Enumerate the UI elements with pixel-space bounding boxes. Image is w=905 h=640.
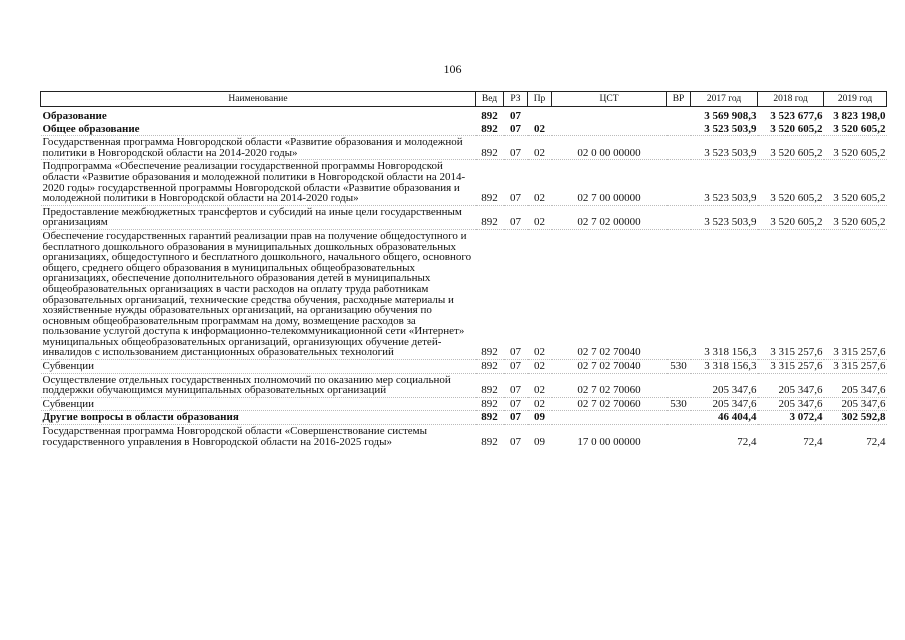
row-name: Субвенции	[41, 360, 476, 374]
header-2017: 2017 год	[691, 92, 758, 107]
row-2018: 3 520 605,2	[758, 160, 824, 205]
row-vr	[667, 373, 691, 397]
row-pr: 09	[528, 425, 552, 449]
row-2017: 3 523 503,9	[704, 122, 757, 135]
table-row	[41, 160, 887, 205]
row-rz: 07	[504, 411, 528, 425]
row-pr: 02	[528, 136, 552, 160]
row-2018: 3 520 605,2	[770, 122, 823, 135]
row-name: Субвенции	[41, 397, 476, 411]
row-cst: 02 7 00 00000	[552, 160, 667, 205]
row-pr: 02	[528, 205, 552, 229]
header-pr: Пр	[528, 92, 552, 107]
row-2017: 3 523 503,9	[691, 160, 758, 205]
row-cst: 02 7 02 70040	[552, 229, 667, 359]
row-2019: 3 520 605,2	[824, 136, 887, 160]
row-cst: 02 7 02 70060	[552, 373, 667, 397]
row-vr	[667, 136, 691, 160]
header-2018: 2018 год	[758, 92, 824, 107]
header-cst: ЦСТ	[552, 92, 667, 107]
row-ved: 892	[476, 205, 504, 229]
row-2018: 205 347,6	[758, 373, 824, 397]
row-cst	[552, 107, 667, 123]
row-vr	[667, 123, 691, 136]
row-2019: 3 823 198,0	[833, 110, 886, 122]
row-2017: 205 347,6	[691, 373, 758, 397]
row-2017: 3 569 908,3	[704, 110, 757, 122]
row-pr: 09	[528, 411, 552, 425]
row-ved: 892	[476, 373, 504, 397]
table-row	[41, 123, 887, 136]
row-name: Общее образование	[42, 122, 140, 135]
row-2019: 205 347,6	[824, 397, 887, 411]
row-cst: 02 0 00 00000	[552, 136, 667, 160]
row-rz: 07	[504, 425, 528, 449]
row-ved: 892	[476, 136, 504, 160]
row-name: Обеспечение государственных гарантий реализации прав на получение общедоступного и бесплатного дошкольного образования в муниципальных дошкольных образовательных организациях, общедоступного и бесплатного дошкольного, начального общего, основного общего, среднего общего образования в муниципальных общеобразовательных организациях, обеспечение дополнительного образования детей в муниципальных общеобразовательных организациях в части расходов на оплату труда работникам образовательных организаций, технические средства обучения, расходные материалы и хозяйственные нужды образовательных организаций, на организацию обучения по основным общеобразовательным программам на дому, возмещение расходов за пользование услугой доступа к информационно-телекоммуникационной сети «Интернет» муниципальных общеобразовательных организаций, организующих обучение детей-инвалидов с использованием дистанционных образовательных технологий	[41, 229, 476, 359]
row-2017: 3 523 503,9	[691, 136, 758, 160]
row-2019: 3 315 257,6	[824, 229, 887, 359]
row-rz: 07	[510, 122, 521, 135]
row-2018: 72,4	[758, 425, 824, 449]
row-name: Предоставление межбюджетных трансфертов и субсидий на иные цели государственным организациям	[41, 205, 476, 229]
row-ved: 892	[476, 425, 504, 449]
row-cst: 02 7 02 70060	[552, 397, 667, 411]
row-vr: 530	[667, 360, 691, 374]
row-rz: 07	[504, 373, 528, 397]
row-pr	[528, 107, 552, 123]
row-2017: 3 523 503,9	[691, 205, 758, 229]
page-number: 106	[443, 62, 462, 76]
row-2017: 3 318 156,3	[691, 360, 758, 374]
row-pr: 02	[528, 229, 552, 359]
row-pr: 02	[528, 397, 552, 411]
row-cst: 02 7 02 00000	[552, 205, 667, 229]
row-2018: 3 520 605,2	[758, 136, 824, 160]
header-name: Наименование	[41, 92, 476, 107]
row-vr	[667, 160, 691, 205]
header-2019: 2019 год	[824, 92, 887, 107]
table-row	[41, 229, 887, 359]
row-pr: 02	[534, 122, 545, 135]
row-ved: 892	[476, 411, 504, 425]
row-2018: 3 315 257,6	[758, 229, 824, 359]
budget-table	[40, 91, 887, 448]
row-ved: 892	[476, 160, 504, 205]
table-row	[41, 107, 887, 123]
row-2018: 3 315 257,6	[758, 360, 824, 374]
row-pr: 02	[528, 373, 552, 397]
row-rz: 07	[504, 360, 528, 374]
row-2018: 3 520 605,2	[758, 205, 824, 229]
header-rz: РЗ	[504, 92, 528, 107]
row-vr	[667, 229, 691, 359]
row-2017: 205 347,6	[691, 397, 758, 411]
table-row	[41, 397, 887, 411]
row-pr: 02	[528, 360, 552, 374]
row-2019: 3 315 257,6	[824, 360, 887, 374]
row-vr: 530	[667, 397, 691, 411]
table-row	[41, 411, 887, 425]
row-ved: 892	[481, 122, 498, 135]
row-ved: 892	[476, 397, 504, 411]
table-header-row	[41, 92, 887, 107]
row-rz: 07	[504, 205, 528, 229]
row-cst: 02 7 02 70040	[552, 360, 667, 374]
row-2017: 72,4	[691, 425, 758, 449]
row-2018: 3 523 677,6	[770, 110, 823, 122]
row-2019: 302 592,8	[824, 411, 887, 425]
table-row	[41, 136, 887, 160]
row-cst	[552, 411, 667, 425]
row-name: Образование	[42, 110, 107, 122]
row-rz: 07	[504, 160, 528, 205]
row-2017: 46 404,4	[691, 411, 758, 425]
row-pr: 02	[528, 160, 552, 205]
row-name: Государственная программа Новгородской области «Совершенствование системы государственного управления в Новгородской области на 2016-2025 годы»	[41, 425, 476, 449]
row-cst	[552, 123, 667, 136]
row-2017: 3 318 156,3	[691, 229, 758, 359]
row-rz: 07	[504, 136, 528, 160]
row-ved: 892	[476, 229, 504, 359]
row-name: Государственная программа Новгородской области «Развитие образования и молодежной политики в Новгородской области на 2014-2020 годы»	[41, 136, 476, 160]
row-rz: 07	[504, 229, 528, 359]
row-ved: 892	[476, 360, 504, 374]
row-2019: 3 520 605,2	[824, 205, 887, 229]
table-row	[41, 425, 887, 449]
table-row	[41, 373, 887, 397]
row-name: Другие вопросы в области образования	[41, 411, 476, 425]
row-rz: 07	[504, 397, 528, 411]
row-2019: 3 520 605,2	[824, 160, 887, 205]
row-2018: 205 347,6	[758, 397, 824, 411]
row-ved: 892	[481, 110, 498, 122]
row-2019: 72,4	[824, 425, 887, 449]
row-2018: 3 072,4	[758, 411, 824, 425]
header-vr: ВР	[667, 92, 691, 107]
row-2019: 205 347,6	[824, 373, 887, 397]
row-name: Подпрограмма «Обеспечение реализации государственной программы Новгородской области «Развитие образования и молодежной политики в Новгородской области на 2014-2020 годы» государственной программы Новгородской области «Развитие образования и молодежной политики в Новгородской области на 2014-2020 годы»	[41, 160, 476, 205]
row-name: Осуществление отдельных государственных полномочий по оказанию мер социальной поддержки обучающимся муниципальных образовательных организаций	[41, 373, 476, 397]
table-row	[41, 360, 887, 374]
row-vr	[667, 411, 691, 425]
row-vr	[667, 425, 691, 449]
row-rz: 07	[510, 110, 521, 122]
header-ved: Вед	[476, 92, 504, 107]
row-vr	[667, 205, 691, 229]
table-row	[41, 205, 887, 229]
row-2019: 3 520 605,2	[833, 122, 886, 135]
row-vr	[667, 107, 691, 123]
row-cst: 17 0 00 00000	[552, 425, 667, 449]
